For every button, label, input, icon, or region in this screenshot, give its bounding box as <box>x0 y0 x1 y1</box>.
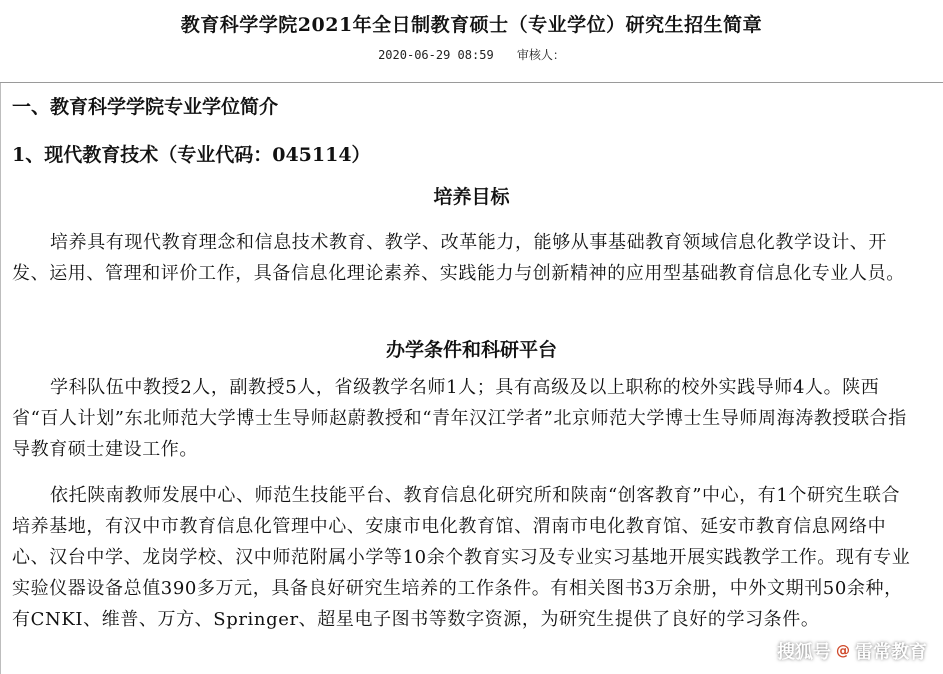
watermark-source: 搜狐号 <box>777 642 831 663</box>
publish-timestamp: 2020-06-29 08:59 <box>378 48 494 62</box>
goal-paragraph: 培养具有现代教育理念和信息技术教育、教学、改革能力，能够从事基础教育领域信息化教学设计、开发、运用、管理和评价工作，具备信息化理论素养、实践能力与创新精神的应用型基础教育信息化专业人员。 <box>12 232 905 284</box>
program-heading: 1、现代教育技术（专业代码：045114） <box>12 144 371 166</box>
facilities-paragraph: 依托陕南教师发展中心、师范生技能平台、教育信息化研究所和陕南“创客教育”中心，有1个研究生联合培养基地，有汉中市教育信息化管理中心、安康市电化教育馆、渭南市电化教育馆、延安市教育信息网络中心、汉台中学、龙岗学校、汉中师范附属小学等10余个教育实习及专业实习基地开展实践教学工作。现有专业实验仪器设备总值390多万元，具备良好研究生培养的工作条件。有相关图书3万余册，中外文期刊50余种，有CNKI、维普、万方、Springer、超星电子图书等数字资源，为研究生提供了良好的学习条件。 <box>12 485 911 630</box>
section-heading: 一、教育科学学院专业学位简介 <box>12 96 279 118</box>
document-title: 教育科学学院2021年全日制教育硕士（专业学位）研究生招生简章 <box>180 14 763 36</box>
faculty-paragraph: 学科队伍中教授2人，副教授5人，省级教学名师1人；具有高级及以上职称的校外实践导师4人。陕西省“百人计划”东北师范大学博士生导师赵蔚教授和“青年汉江学者”北京师范大学博士生导师周海涛教授联合指导教育硕士建设工作。 <box>12 377 907 460</box>
reviewer-label: 审核人： <box>516 48 565 62</box>
goal-heading: 培养目标 <box>433 186 510 208</box>
sohu-watermark <box>777 638 927 664</box>
header-divider <box>0 82 943 83</box>
conditions-heading: 办学条件和科研平台 <box>385 339 557 361</box>
document-meta <box>0 46 943 63</box>
document-header <box>0 0 943 84</box>
at-icon: @ <box>836 643 850 659</box>
watermark-author: 雷常教育 <box>855 642 927 663</box>
content-left-border <box>0 83 1 674</box>
